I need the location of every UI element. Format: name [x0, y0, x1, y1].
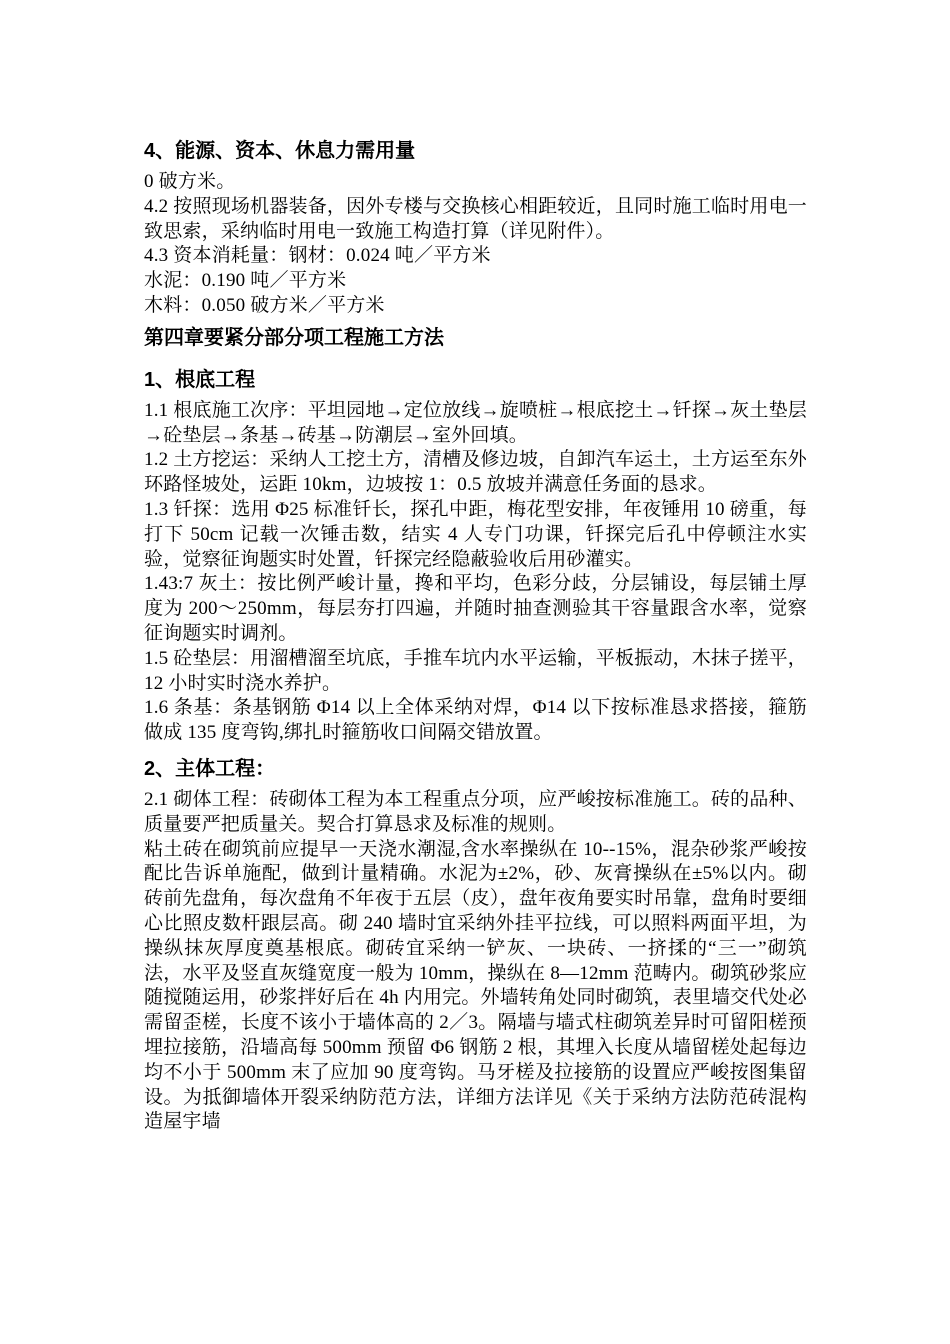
paragraph: 1.3 钎探：选用 Φ25 标准钎长，探孔中距，梅花型安排，年夜锤用 10 磅重，每打下 50cm 记载一次锤击数，结实 4 人专门功课，钎探完后孔中停顿注水实验，觉察征询题实时处置，钎探完经隐蔽验收后用砂灌实。 [144, 498, 807, 570]
paragraph: 2.1 砌体工程：砖砌体工程为本工程重点分项，应严峻按标准施工。砖的品种、质量要严把质量关。契合打算恳求及标准的规则。 [144, 788, 807, 835]
paragraph: 0 破方米。 [144, 171, 236, 192]
section-heading-foundation: 1、根底工程 [144, 368, 256, 391]
section-heading-main: 2、主体工程： [144, 757, 276, 780]
paragraph: 1.43:7 灰土：按比例严峻计量，搀和平均，色彩分歧，分层铺设，每层铺土厚度为 200～250mm，每层夯打四遍，并随时抽查测验其干容量跟含水率，觉察征询题实时调剂。 [144, 573, 807, 644]
paragraph: 水泥：0.190 吨／平方米 [144, 270, 347, 292]
paragraph: 1.5 砼垫层：用溜槽溜至坑底，手推车坑内水平运输，平板振动，木抹子搓平，12 小时实时浇水养护。 [144, 647, 807, 694]
paragraph: 1.2 土方挖运：采纳人工挖土方，清槽及修边坡，自卸汽车运土，土方运至东外环路怪坡处，运距 10km，边坡按 1：0.5 放坡并满意任务面的恳求。 [144, 449, 807, 496]
paragraph: 1.1 根底施工次序：平坦园地→定位放线→旋喷桩→根底挖土→钎探→灰土垫层→砼垫层→条基→砖基→防潮层→室外回填。 [144, 399, 807, 446]
paragraph: 1.6 条基：条基钢筋 Φ14 以上全体采纳对焊，Φ14 以下按标准恳求搭接，箍筋做成 135 度弯钩,绑扎时箍筋收口间隔交错放置。 [144, 697, 807, 744]
paragraph: 粘土砖在砌筑前应提早一天浇水潮湿,含水率操纵在 10--15%，混杂砂浆严峻按配比告诉单施配，做到计量精确。水泥为±2%，砂、灰膏操纵在±5%以内。砌砖前先盘角，每次盘角不年夜于五层（皮），盘年夜角要实时吊靠，盘角时要细心比照皮数杆跟层高。砌 240 墙时宜采纳外挂平拉线，可以照料两面平坦，为操纵抹灰厚度奠基根底。砌砖宜采纳一铲灰、一块砖、一挤揉的“三一”砌筑法，水平及竖直灰缝宽度一般为 10mm，操纵在 8—12mm 范畴内。砌筑砂浆应随搅随运用，砂浆拌好后在 4h 内用完。外墙转角处同时砌筑，表里墙交代处必需留歪槎，长度不该小于墙体高的 2／3。隔墙与墙式柱砌筑差异时可留阳槎预埋拉接筋，沿墙高每 500mm 预留 Φ6 钢筋 2 根，其埋入长度从墙留槎处起每边均不小于 500mm 末了应加 90 度弯钩。马牙槎及拉接筋的设置应严峻按图集留设。为抵御墙体开裂采纳防范方法，详细方法详见《关于采纳方法防范砖混构造屋宇墙 [144, 838, 807, 1133]
chapter-heading: 第四章要紧分部分项工程施工方法 [144, 326, 444, 349]
paragraph: 4.2 按照现场机器装备，因外专楼与交换核心相距较近，且同时施工临时用电一致思索，采纳临时用电一致施工构造打算（详见附件）。 [144, 195, 807, 242]
section-heading-energy: 4、能源、资本、休息力需用量 [144, 140, 416, 162]
paragraph: 4.3 资本消耗量：钢材：0.024 吨／平方米 [144, 245, 491, 267]
paragraph: 木料：0.050 破方米／平方米 [144, 294, 385, 316]
document-page [144, 128, 807, 1135]
